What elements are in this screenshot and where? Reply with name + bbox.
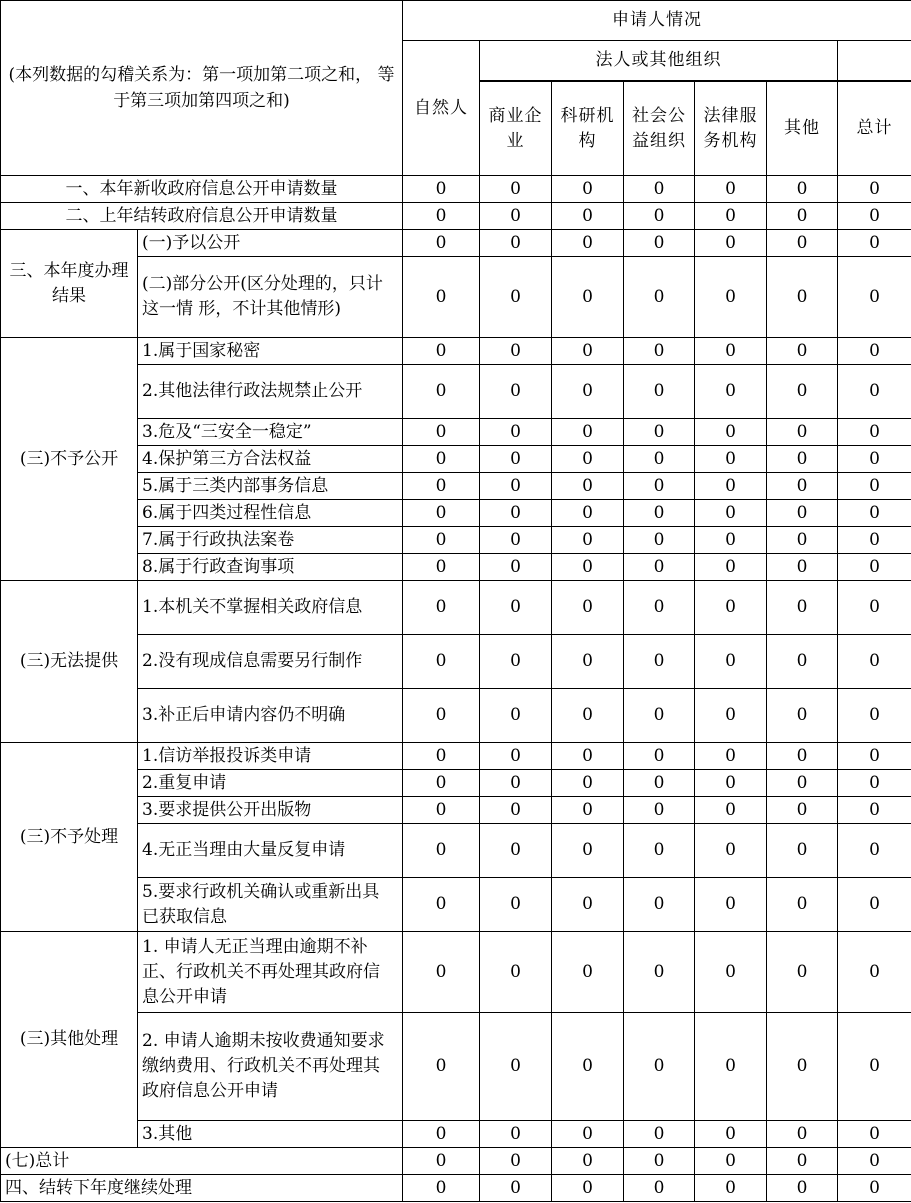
table-row: 6.属于四类过程性信息 0 0 0 0 0 0 0 — [1, 500, 911, 527]
row-label: 5.要求行政机关确认或重新出具 已获取信息 — [138, 878, 403, 932]
table-row: 2.没有现成信息需要另行制作 0 0 0 0 0 0 0 — [1, 635, 911, 689]
legal-org-header: 法人或其他组织 — [480, 41, 838, 81]
table-row: 2. 申请人逾期未按收费通知要求 缴纳费用、行政机关不再处理其 政府信息公开申请 0 0 0 0 0 0 0 — [1, 1013, 911, 1121]
table-row: 5.属于三类内部事务信息 0 0 0 0 0 0 0 — [1, 473, 911, 500]
table-row: 4.保护第三方合法权益 0 0 0 0 0 0 0 — [1, 446, 911, 473]
table-row: 8.属于行政查询事项 0 0 0 0 0 0 0 — [1, 554, 911, 581]
other-header: 其他 — [767, 82, 838, 176]
table-row: (三)其他处理 1. 申请人无正当理由逾期不补 正、行政机关不再处理其政府信 息公开申请 0 0 0 0 0 0 0 — [1, 932, 911, 1013]
row-label: 1.信访举报投诉类申请 — [138, 743, 403, 770]
row-label: 1. 申请人无正当理由逾期不补 正、行政机关不再处理其政府信 息公开申请 — [138, 932, 403, 1013]
natural-person-header: 自然人 — [403, 41, 480, 176]
table-row: 2.重复申请 0 0 0 0 0 0 0 — [1, 770, 911, 797]
table-row: 7.属于行政执法案卷 0 0 0 0 0 0 0 — [1, 527, 911, 554]
group-label: (三)其他处理 — [1, 932, 138, 1148]
table-row: 三、本年度办理结果 (一)予以公开 0 0 0 0 0 0 0 — [1, 230, 911, 257]
group-label: (三)不予处理 — [1, 743, 138, 932]
table-row: (三)不予处理 1.信访举报投诉类申请 0 0 0 0 0 0 0 — [1, 743, 911, 770]
group-label: 三、本年度办理结果 — [1, 230, 138, 338]
table-row: 3.其他 0 0 0 0 0 0 0 — [1, 1121, 911, 1148]
group-label: (三)不予公开 — [1, 338, 138, 581]
table-row: 4.无正当理由大量反复申请 0 0 0 0 0 0 0 — [1, 824, 911, 878]
row-label: 4.保护第三方合法权益 — [138, 446, 403, 473]
table-row: 5.要求行政机关确认或重新出具 已获取信息 0 0 0 0 0 0 0 — [1, 878, 911, 932]
table-row: 2.其他法律行政法规禁止公开 0 0 0 0 0 0 0 — [1, 365, 911, 419]
row-label: 一、本年新收政府信息公开申请数量 — [1, 176, 403, 203]
table-row: (二)部分公开(区分处理的，只计这一情 形，不计其他情形) 0 0 0 0 0 0 0 — [1, 257, 911, 338]
row-label: 3.补正后申请内容仍不明确 — [138, 689, 403, 743]
row-label: 1.本机关不掌握相关政府信息 — [138, 581, 403, 635]
row-label: (七)总计 — [1, 1148, 403, 1175]
commercial-header: 商业企业 — [480, 82, 552, 176]
row-label: 四、结转下年度继续处理 — [1, 1175, 403, 1202]
table-row: 一、本年新收政府信息公开申请数量 0 0 0 0 0 0 0 — [1, 176, 911, 203]
table-row: 二、上年结转政府信息公开申请数量 0 0 0 0 0 0 0 — [1, 203, 911, 230]
empty-header-cell — [838, 41, 911, 81]
row-label: 4.无正当理由大量反复申请 — [138, 824, 403, 878]
row-label: 5.属于三类内部事务信息 — [138, 473, 403, 500]
social-header: 社会公益组织 — [624, 82, 695, 176]
research-header: 科研机构 — [552, 82, 624, 176]
row-label: (二)部分公开(区分处理的，只计这一情 形，不计其他情形) — [138, 257, 403, 338]
table-row: 3.补正后申请内容仍不明确 0 0 0 0 0 0 0 — [1, 689, 911, 743]
row-label: 6.属于四类过程性信息 — [138, 500, 403, 527]
row-label: 7.属于行政执法案卷 — [138, 527, 403, 554]
row-label: 2. 申请人逾期未按收费通知要求 缴纳费用、行政机关不再处理其 政府信息公开申请 — [138, 1013, 403, 1121]
table-row: (三)无法提供 1.本机关不掌握相关政府信息 0 0 0 0 0 0 0 — [1, 581, 911, 635]
table-row: (三)不予公开 1.属于国家秘密 0 0 0 0 0 0 0 — [1, 338, 911, 365]
table-row: 3.危及“三安全一稳定” 0 0 0 0 0 0 0 — [1, 419, 911, 446]
row-label: (一)予以公开 — [138, 230, 403, 257]
row-label: 1.属于国家秘密 — [138, 338, 403, 365]
table-row: 四、结转下年度继续处理 0 0 0 0 0 0 0 — [1, 1175, 911, 1202]
row-label: 2.其他法律行政法规禁止公开 — [138, 365, 403, 419]
row-label: 3.危及“三安全一稳定” — [138, 419, 403, 446]
applicant-header: 申请人情况 — [403, 1, 911, 41]
row-label: 3.要求提供公开出版物 — [138, 797, 403, 824]
legal-service-header: 法律服务机构 — [695, 82, 767, 176]
row-label: 8.属于行政查询事项 — [138, 554, 403, 581]
table-row: (七)总计 0 0 0 0 0 0 0 — [1, 1148, 911, 1175]
row-label: 3.其他 — [138, 1121, 403, 1148]
group-label: (三)无法提供 — [1, 581, 138, 743]
total-header: 总计 — [838, 82, 911, 176]
row-label: 2.没有现成信息需要另行制作 — [138, 635, 403, 689]
table-row: 3.要求提供公开出版物 0 0 0 0 0 0 0 — [1, 797, 911, 824]
row-label: 二、上年结转政府信息公开申请数量 — [1, 203, 403, 230]
row-label: 2.重复申请 — [138, 770, 403, 797]
relation-note: (本列数据的勾稽关系为：第一项加第二项之和， 等于第三项加第四项之和) — [1, 1, 403, 176]
